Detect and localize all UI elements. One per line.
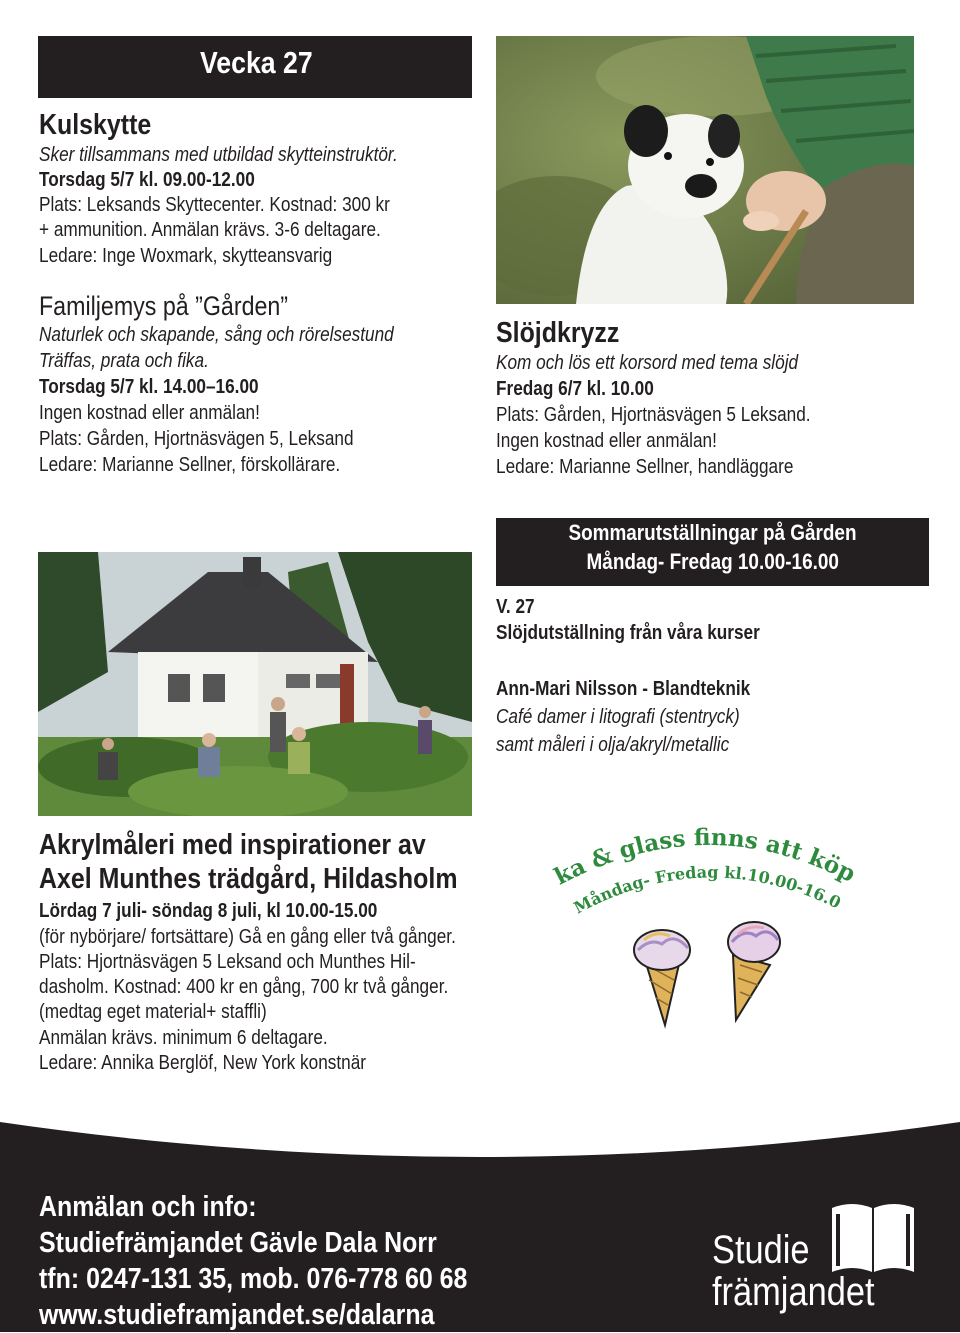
week-title: Vecka 27 (200, 45, 313, 80)
ice-cream-left-icon (634, 930, 690, 1025)
slojdkryzz-date: Fredag 6/7 kl. 10.00 (496, 378, 654, 400)
exhibition-desc-1: Café damer i litografi (stentryck) (496, 706, 740, 728)
summer-exhibition-line-1: Sommarutställningar på Gården (568, 520, 857, 545)
acrylic-line-5: Anmälan krävs. minimum 6 deltagare. (39, 1027, 328, 1049)
acrylic-title-2: Axel Munthes trädgård, Hildasholm (39, 863, 458, 895)
acrylic-date: Lördag 7 juli- söndag 8 juli, kl 10.00-15.00 (39, 900, 378, 922)
acrylic-line-4: (medtag eget material+ staffli) (39, 1001, 267, 1023)
felted-dog-photo (496, 36, 914, 304)
fika-sign (540, 810, 880, 1040)
slojdkryzz-title: Slöjdkryzz (496, 317, 620, 349)
slojdkryzz-subtitle: Kom och lös ett korsord med tema slöjd (496, 352, 799, 374)
kulskytte-date: Torsdag 5/7 kl. 09.00-12.00 (39, 169, 255, 191)
familjemys-date: Torsdag 5/7 kl. 14.00–16.00 (39, 376, 259, 398)
acrylic-line-2: Plats: Hjortnäsvägen 5 Leksand och Munthes Hil- (39, 951, 416, 973)
exhibition-title: Slöjdutställning från våra kurser (496, 622, 760, 644)
familjemys-leader: Ledare: Marianne Sellner, förskollärare. (39, 454, 341, 476)
footer-org: Studiefrämjandet Gävle Dala Norr (39, 1227, 437, 1259)
familjemys-cost: Ingen kostnad eller anmälan! (39, 402, 260, 424)
summer-exhibition-line-2: Måndag- Fredag 10.00-16.00 (586, 549, 839, 574)
slojdkryzz-place: Plats: Gården, Hjortnäsvägen 5 Leksand. (496, 404, 811, 426)
logo-text-1: Studie (712, 1228, 810, 1272)
summer-exhibition-box (496, 518, 929, 586)
footer-phone[interactable]: tfn: 0247-131 35, mob. 076-778 60 68 (39, 1263, 468, 1295)
fika-line-1: ka & glass finns att köp (550, 823, 860, 891)
familjemys-subtitle-2: Träffas, prata och fika. (39, 350, 209, 372)
kulskytte-cost: + ammunition. Anmälan krävs. 3-6 deltagare. (39, 219, 381, 241)
slojdkryzz-cost: Ingen kostnad eller anmälan! (496, 430, 717, 452)
ice-cream-right-icon (728, 922, 780, 1020)
garden-house-photo (38, 552, 472, 816)
logo-text-2: främjandet (712, 1270, 875, 1314)
familjemys-subtitle-1: Naturlek och skapande, sång och rörelsestund (39, 324, 394, 346)
kulskytte-place: Plats: Leksands Skyttecenter. Kostnad: 300 kr (39, 194, 390, 216)
acrylic-line-3: dasholm. Kostnad: 400 kr en gång, 700 kr två gånger. (39, 976, 449, 998)
acrylic-title-1: Akrylmåleri med inspirationer av (39, 829, 426, 861)
slojdkryzz-leader: Ledare: Marianne Sellner, handläggare (496, 456, 794, 478)
familjemys-place: Plats: Gården, Hjortnäsvägen 5, Leksand (39, 428, 354, 450)
exhibition-artist: Ann-Mari Nilsson - Blandteknik (496, 678, 751, 700)
fika-line-2: Måndag- Fredag kl.10.00-16.0 (570, 862, 844, 918)
kulskytte-title: Kulskytte (39, 109, 152, 141)
exhibition-week: V. 27 (496, 596, 535, 618)
exhibition-desc-2: samt måleri i olja/akryl/metallic (496, 734, 730, 756)
footer-website-link[interactable]: www.studieframjandet.se/dalarna (39, 1299, 435, 1331)
acrylic-line-1: (för nybörjare/ fortsättare) Gå en gång eller två gånger. (39, 926, 456, 948)
acrylic-line-6: Ledare: Annika Berglöf, New York konstnär (39, 1052, 367, 1074)
studiefremjandet-logo (712, 1200, 922, 1320)
kulskytte-subtitle: Sker tillsammans med utbildad skytteinstruktör. (39, 144, 398, 166)
familjemys-title: Familjemys på ”Gården” (39, 291, 289, 321)
footer-heading: Anmälan och info: (39, 1191, 257, 1223)
kulskytte-leader: Ledare: Inge Woxmark, skytteansvarig (39, 245, 333, 267)
